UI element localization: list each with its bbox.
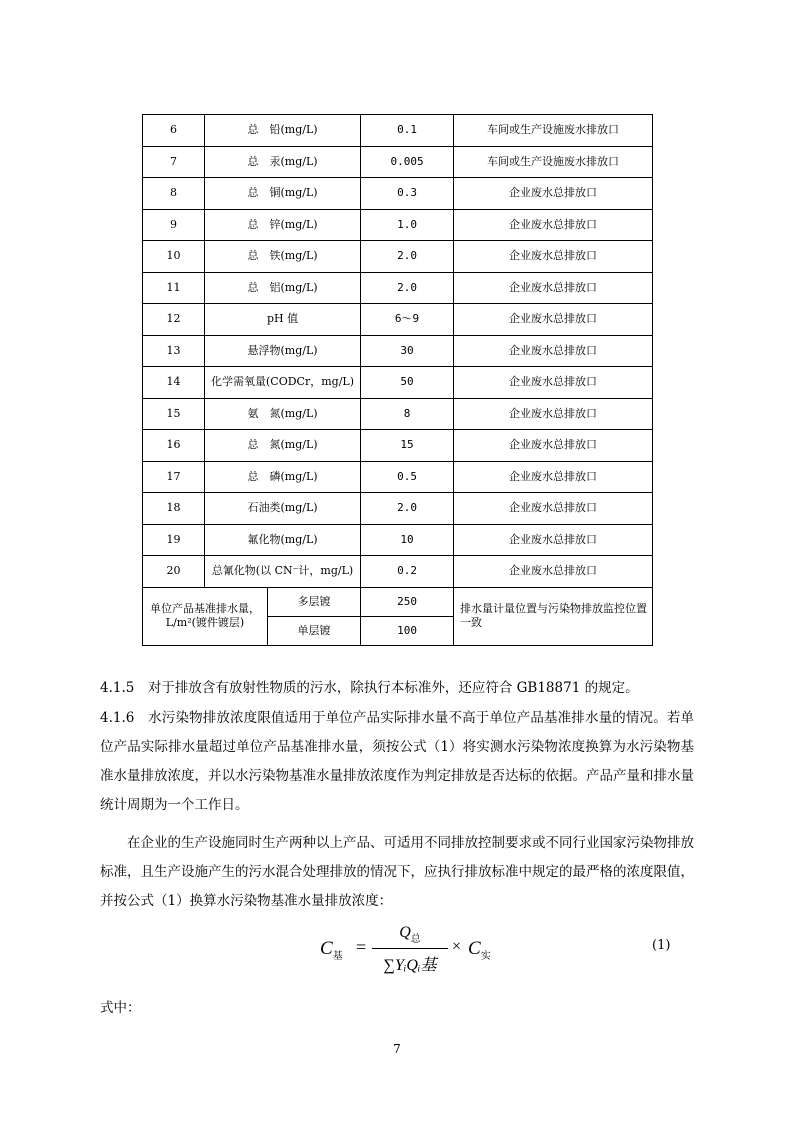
monitoring-location: 车间或生产设施废水排放口 <box>454 115 653 147</box>
monitoring-location: 企业废水总排放口 <box>454 524 653 556</box>
table-row <box>143 493 653 525</box>
monitoring-location: 企业废水总排放口 <box>454 209 653 241</box>
fraction-bar <box>372 948 448 949</box>
table-row <box>143 367 653 399</box>
limit-value: 0.5 <box>361 461 454 493</box>
pollutant-item: 化学需氧量(CODCr，mg/L) <box>205 367 361 399</box>
clause-4-1-6: 4.1.6 水污染物排放浓度限值适用于单位产品实际排水量不高于单位产品基准排水量的情况。若单位产品实际排水量超过单位产品基准排水量，须按公式（1）将实测水污染物浓度换算为水污染物基准水量排放浓度，并以水污染物基准水量排放浓度作为判定排放是否达标的依据。产品产量和排水量统计周期为一个工作日。 <box>100 710 694 813</box>
table-row <box>143 272 653 304</box>
formula-1 <box>320 924 520 980</box>
single-layer-value: 100 <box>361 616 454 645</box>
pollutant-item: 总 氮(mg/L) <box>205 430 361 462</box>
table-row <box>143 461 653 493</box>
limit-value: 0.3 <box>361 178 454 210</box>
monitoring-location: 企业废水总排放口 <box>454 241 653 273</box>
row-number: 13 <box>143 335 205 367</box>
pollutant-item: 总 铜(mg/L) <box>205 178 361 210</box>
row-number: 19 <box>143 524 205 556</box>
formula-times: × <box>452 938 462 955</box>
table-row <box>143 398 653 430</box>
clause-4-1-5: 4.1.5 对于排放含有放射性物质的污水，除执行本标准外，还应符合 GB18871 的规定。 <box>100 680 639 696</box>
row-number: 20 <box>143 556 205 588</box>
limit-value: 2.0 <box>361 272 454 304</box>
pollutant-item: 氨 氮(mg/L) <box>205 398 361 430</box>
monitoring-location: 企业废水总排放口 <box>454 430 653 462</box>
monitoring-location: 企业废水总排放口 <box>454 304 653 336</box>
drainage-note: 排水量计量位置与污染物排放监控位置一致 <box>454 587 653 645</box>
table-row <box>143 556 653 588</box>
monitoring-location: 企业废水总排放口 <box>454 272 653 304</box>
row-number: 9 <box>143 209 205 241</box>
multi-layer-value: 250 <box>361 587 454 616</box>
formula-lhs: $C_基$ <box>320 938 343 962</box>
monitoring-location: 企业废水总排放口 <box>454 461 653 493</box>
table-row <box>143 115 653 147</box>
limit-value: 6～9 <box>361 304 454 336</box>
where-label: 式中： <box>100 1000 141 1016</box>
row-number: 15 <box>143 398 205 430</box>
pollutant-item: 石油类(mg/L) <box>205 493 361 525</box>
table-footer-row <box>143 587 653 616</box>
pollutant-item: 悬浮物(mg/L) <box>205 335 361 367</box>
pollutant-item: 总 铁(mg/L) <box>205 241 361 273</box>
monitoring-location: 企业废水总排放口 <box>454 335 653 367</box>
clause-mixed-production: 在企业的生产设施同时生产两种以上产品、可适用不同排放控制要求或不同行业国家污染物排放标准，且生产设施产生的污水混合处理排放的情况下，应执行排放标准中规定的最严格的浓度限值，并按公式（1）换算水污染物基准水量排放浓度： <box>100 835 694 909</box>
single-layer-label: 单层镀 <box>268 616 361 645</box>
pollutant-item: 总 磷(mg/L) <box>205 461 361 493</box>
row-number: 14 <box>143 367 205 399</box>
table-row <box>143 178 653 210</box>
formula-denominator: ∑YᵢQᵢ基 <box>383 957 437 974</box>
table-row <box>143 335 653 367</box>
table-row <box>143 146 653 178</box>
limit-value: 1.0 <box>361 209 454 241</box>
table-row <box>143 304 653 336</box>
base-drainage-label: 单位产品基准排水量，L/m²(镀件镀层) <box>143 587 268 645</box>
limit-value: 50 <box>361 367 454 399</box>
row-number: 8 <box>143 178 205 210</box>
row-number: 7 <box>143 146 205 178</box>
row-number: 17 <box>143 461 205 493</box>
limit-value: 2.0 <box>361 241 454 273</box>
monitoring-location: 企业废水总排放口 <box>454 398 653 430</box>
multi-layer-label: 多层镀 <box>268 587 361 616</box>
formula-rhs: $C_实$ <box>468 938 491 962</box>
monitoring-location: 企业废水总排放口 <box>454 493 653 525</box>
formula-number: (1) <box>652 938 671 953</box>
limit-value: 0.005 <box>361 146 454 178</box>
emission-limits-table <box>142 114 653 646</box>
pollutant-item: 总 铅(mg/L) <box>205 115 361 147</box>
row-number: 18 <box>143 493 205 525</box>
monitoring-location: 企业废水总排放口 <box>454 367 653 399</box>
limit-value: 2.0 <box>361 493 454 525</box>
table-row <box>143 209 653 241</box>
limit-value: 30 <box>361 335 454 367</box>
table-row <box>143 241 653 273</box>
table-row <box>143 524 653 556</box>
row-number: 11 <box>143 272 205 304</box>
pollutant-item: 总 汞(mg/L) <box>205 146 361 178</box>
monitoring-location: 企业废水总排放口 <box>454 178 653 210</box>
pollutant-item: 总氰化物(以 CN⁻计，mg/L) <box>205 556 361 588</box>
limit-value: 8 <box>361 398 454 430</box>
limit-value: 0.2 <box>361 556 454 588</box>
pollutant-item: 总 铝(mg/L) <box>205 272 361 304</box>
row-number: 12 <box>143 304 205 336</box>
page-number: 7 <box>393 1042 401 1056</box>
formula-equals: = <box>356 937 367 957</box>
monitoring-location: 车间或生产设施废水排放口 <box>454 146 653 178</box>
row-number: 16 <box>143 430 205 462</box>
pollutant-item: 总 锌(mg/L) <box>205 209 361 241</box>
monitoring-location: 企业废水总排放口 <box>454 556 653 588</box>
limit-value: 15 <box>361 430 454 462</box>
limit-value: 0.1 <box>361 115 454 147</box>
row-number: 6 <box>143 115 205 147</box>
formula-numerator: $Q_总$ <box>399 924 421 945</box>
pollutant-item: 氟化物(mg/L) <box>205 524 361 556</box>
pollutant-item: pH 值 <box>205 304 361 336</box>
row-number: 10 <box>143 241 205 273</box>
table-row <box>143 430 653 462</box>
limit-value: 10 <box>361 524 454 556</box>
